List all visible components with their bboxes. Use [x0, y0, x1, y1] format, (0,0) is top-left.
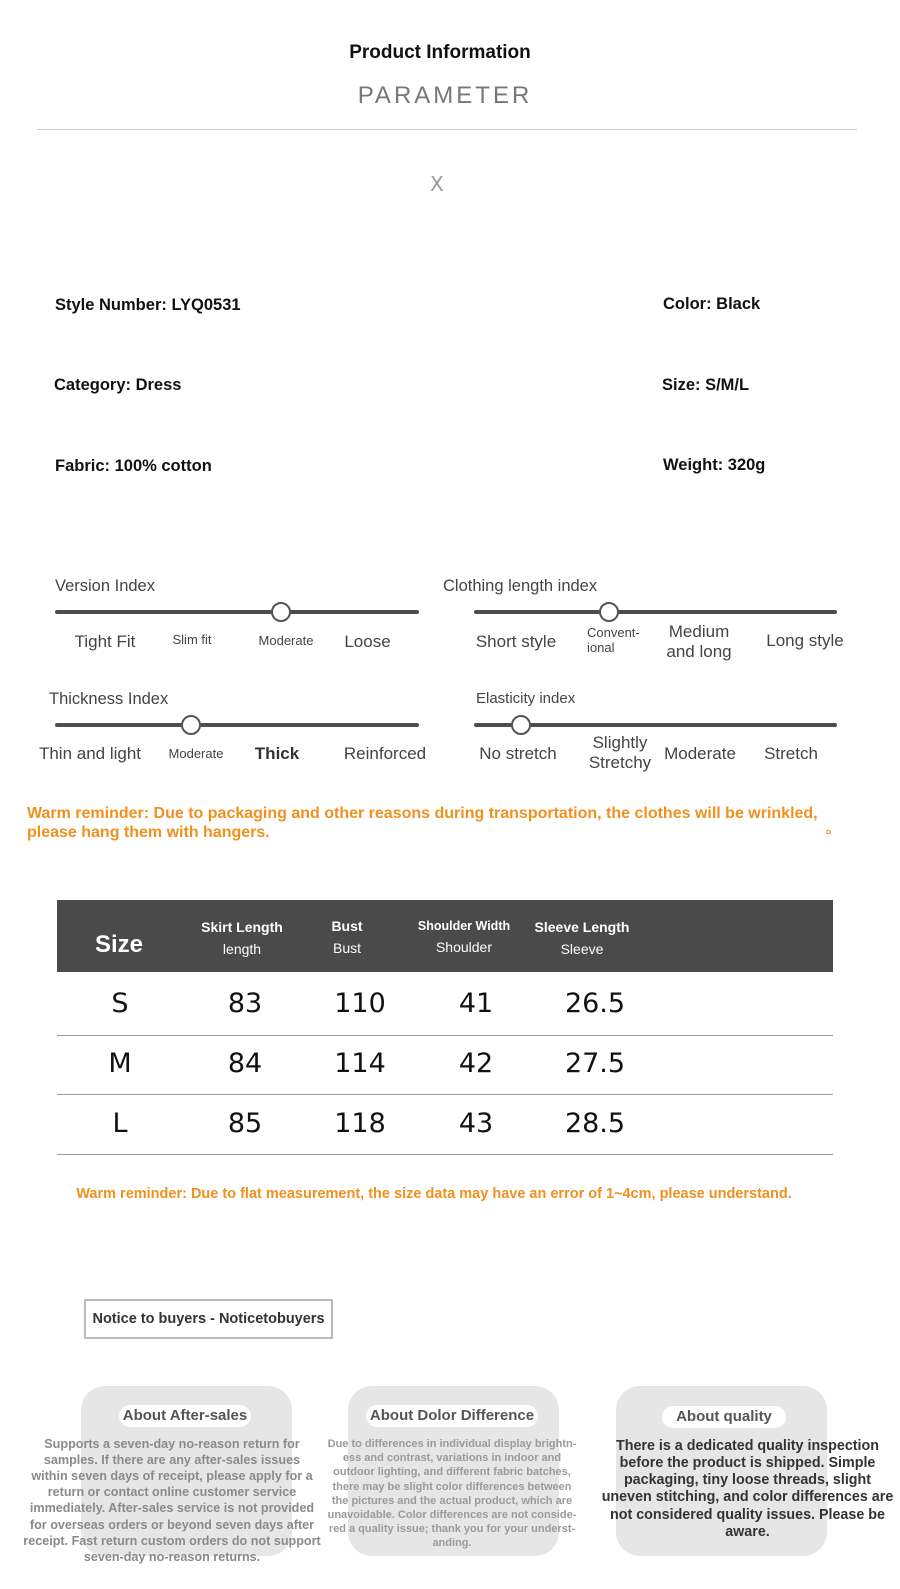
style-number: Style Number: LYQ0531 [55, 296, 241, 314]
row-s-skirt-length: 83 [227, 988, 263, 1019]
version-index-track [55, 610, 419, 614]
measurement-reminder: Warm reminder: Due to flat measurement, the size data may have an error of 1~4cm, please understand. [76, 1186, 792, 1202]
fabric-info: Fabric: 100% cotton [55, 457, 212, 475]
row-m-bust: 114 [334, 1048, 386, 1079]
thickness-index-knob [181, 715, 201, 735]
length-label-conventional: Convent- ional [587, 625, 640, 655]
version-index-title: Version Index [55, 577, 155, 595]
length-index-track [474, 610, 837, 614]
row-l-shoulder: 43 [458, 1108, 494, 1139]
row-l-sleeve: 28.5 [564, 1108, 626, 1139]
row-l-skirt-length: 85 [227, 1108, 263, 1139]
notice-to-buyers: Notice to buyers - Noticetobuyers [84, 1299, 333, 1339]
page-title: Product Information [349, 42, 531, 63]
thickness-index-title: Thickness Index [49, 690, 169, 708]
thickness-label-thick: Thick [254, 744, 300, 763]
color-difference-title: About Dolor Difference [366, 1405, 538, 1427]
weight-info: Weight: 320g [663, 456, 766, 474]
row-s-shoulder: 41 [458, 988, 494, 1019]
after-sales-title: About After-sales [119, 1405, 251, 1427]
quality-text: There is a dedicated quality inspection before the product is shipped. Simple packaging, tiny loose threads, slight uneven stitching, and color differences are not considered quality issues. Please be aware. [601, 1438, 894, 1540]
color-difference-text: Due to differences in individual display brightn- ess and contrast, variations in indoor and outdoor lighting, and different fabric batches, there may be slight color differences between the pictures and the actual product, which are unavoidable. Color differences are not conside- red a quality issue; thank you for your underst- anding. [327, 1438, 577, 1550]
row-m-skirt-length: 84 [227, 1048, 263, 1079]
version-label-tight-fit: Tight Fit [74, 632, 136, 651]
row-m-size: M [108, 1048, 132, 1079]
version-index-knob [271, 602, 291, 622]
wrinkle-reminder: Warm reminder: Due to packaging and other reasons during transportation, the clothes will be wrinkled, please hang them with hangers. [27, 805, 818, 841]
header-shoulder-width: Shoulder Width Shoulder [417, 919, 511, 955]
row-s-size: S [111, 988, 129, 1019]
row-m-shoulder: 42 [458, 1048, 494, 1079]
thickness-index-track [55, 723, 419, 727]
length-label-short: Short style [475, 632, 557, 651]
wrinkle-reminder-mark: 。 [826, 820, 840, 836]
row-m-sleeve: 27.5 [564, 1048, 626, 1079]
length-index-title: Clothing length index [443, 577, 598, 595]
row-s-bust: 110 [334, 988, 386, 1019]
header-divider [37, 129, 857, 130]
after-sales-text: Supports a seven-day no-reason return for samples. If there are any after-sales issues within seven days of receipt, please apply for a return or contact online customer service immediately. After-sales service is not provided for overseas orders or beyond seven days after receipt. Fast return custom orders do not support seven-day no-reason returns. [23, 1437, 321, 1564]
category-info: Category: Dress [54, 376, 182, 394]
size-table-header [57, 900, 833, 972]
thickness-label-moderate: Moderate [168, 746, 224, 761]
quality-title: About quality [662, 1406, 786, 1428]
elasticity-index-title: Elasticity index [476, 690, 576, 707]
version-label-loose: Loose [344, 632, 391, 651]
color-info: Color: Black [663, 295, 761, 313]
row-s-sleeve: 26.5 [564, 988, 626, 1019]
elasticity-label-stretch: Stretch [764, 744, 818, 763]
thickness-label-reinforced: Reinforced [343, 744, 427, 763]
header-sleeve-length: Sleeve Length Sleeve [534, 919, 630, 958]
table-row-divider [57, 1035, 833, 1036]
thickness-label-thin: Thin and light [38, 744, 142, 763]
size-info: Size: S/M/L [662, 376, 750, 394]
close-icon[interactable]: X [430, 172, 444, 196]
length-label-long: Long style [766, 631, 844, 650]
header-bust: Bust Bust [331, 918, 363, 957]
elasticity-label-slightly-stretchy: Slightly Stretchy [588, 733, 652, 772]
header-skirt-length: Skirt Length length [201, 919, 283, 958]
table-row-divider [57, 1094, 833, 1095]
table-row-divider [57, 1154, 833, 1155]
row-l-bust: 118 [334, 1108, 386, 1139]
elasticity-index-knob [511, 715, 531, 735]
header-size: Size [95, 931, 144, 958]
length-label-medium-long: Medium and long [666, 622, 732, 661]
length-index-knob [599, 602, 619, 622]
version-label-moderate: Moderate [258, 633, 314, 648]
elasticity-label-no-stretch: No stretch [479, 744, 557, 763]
page-subtitle: PARAMETER [357, 82, 533, 109]
row-l-size: L [112, 1108, 128, 1139]
version-label-slim-fit: Slim fit [172, 632, 212, 647]
elasticity-label-moderate: Moderate [664, 744, 736, 763]
